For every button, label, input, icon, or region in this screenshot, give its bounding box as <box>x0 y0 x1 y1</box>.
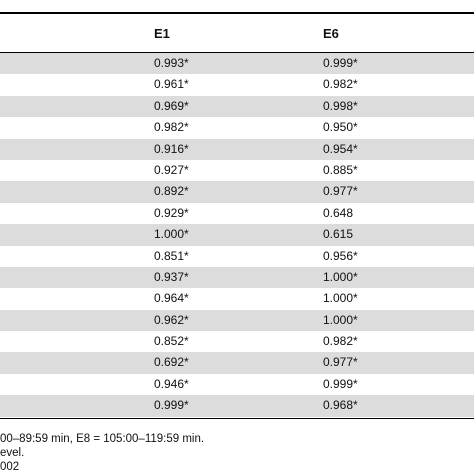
cell-e6: 0.615 <box>323 227 354 242</box>
table-bottom-rule <box>0 418 474 419</box>
cell-e6: 0.950* <box>323 120 358 135</box>
table-row <box>0 96 474 117</box>
footnote-significance: evel. <box>0 447 25 459</box>
cell-e6: 0.648 <box>323 205 354 220</box>
cell-e6: 0.968* <box>323 398 358 413</box>
cell-e1: 0.999* <box>154 398 189 413</box>
cell-e1: 1.000* <box>154 227 189 242</box>
table-row <box>0 181 474 202</box>
footnote-time-windows: 00–89:59 min, E8 = 105:00–119:59 min. <box>0 433 205 445</box>
cell-e6: 0.885* <box>323 162 358 177</box>
cell-e1: 0.961* <box>154 77 189 92</box>
table-row <box>0 53 474 74</box>
table-body <box>0 53 474 417</box>
cell-e6: 1.000* <box>323 312 358 327</box>
table-row <box>0 117 474 138</box>
table-row <box>0 246 474 267</box>
table-row <box>0 288 474 309</box>
table-row <box>0 74 474 95</box>
table-row <box>0 331 474 352</box>
cell-e1: 0.927* <box>154 162 189 177</box>
cell-e1: 0.946* <box>154 376 189 391</box>
table-header-row <box>0 14 474 54</box>
cell-e1: 0.962* <box>154 312 189 327</box>
cell-e1: 0.969* <box>154 98 189 113</box>
cell-e1: 0.851* <box>154 248 189 263</box>
cell-e1: 0.982* <box>154 120 189 135</box>
table-row <box>0 352 474 373</box>
cell-e1: 0.964* <box>154 291 189 306</box>
cell-e6: 0.977* <box>323 355 358 370</box>
cell-e6: 0.982* <box>323 77 358 92</box>
table-row <box>0 160 474 181</box>
cell-e1: 0.937* <box>154 269 189 284</box>
cell-e1: 0.892* <box>154 184 189 199</box>
table-row <box>0 374 474 395</box>
cell-e6: 0.998* <box>323 98 358 113</box>
footnote-reference: 002 <box>0 461 20 473</box>
cell-e1: 0.692* <box>154 355 189 370</box>
cell-e6: 1.000* <box>323 269 358 284</box>
table-row <box>0 224 474 245</box>
column-header-e1: E1 <box>154 26 170 41</box>
table-row <box>0 310 474 331</box>
table-row <box>0 395 474 416</box>
cell-e6: 0.982* <box>323 334 358 349</box>
column-header-e6: E6 <box>323 26 339 41</box>
cell-e1: 0.852* <box>154 334 189 349</box>
cell-e1: 0.916* <box>154 141 189 156</box>
cell-e6: 0.999* <box>323 56 358 70</box>
cell-e6: 0.954* <box>323 141 358 156</box>
cell-e6: 0.977* <box>323 184 358 199</box>
cell-e6: 0.999* <box>323 376 358 391</box>
cell-e6: 0.956* <box>323 248 358 263</box>
cell-e1: 0.929* <box>154 205 189 220</box>
table-row <box>0 139 474 160</box>
table-row <box>0 267 474 288</box>
table-row <box>0 203 474 224</box>
cell-e1: 0.993* <box>154 56 189 70</box>
cell-e6: 1.000* <box>323 291 358 306</box>
